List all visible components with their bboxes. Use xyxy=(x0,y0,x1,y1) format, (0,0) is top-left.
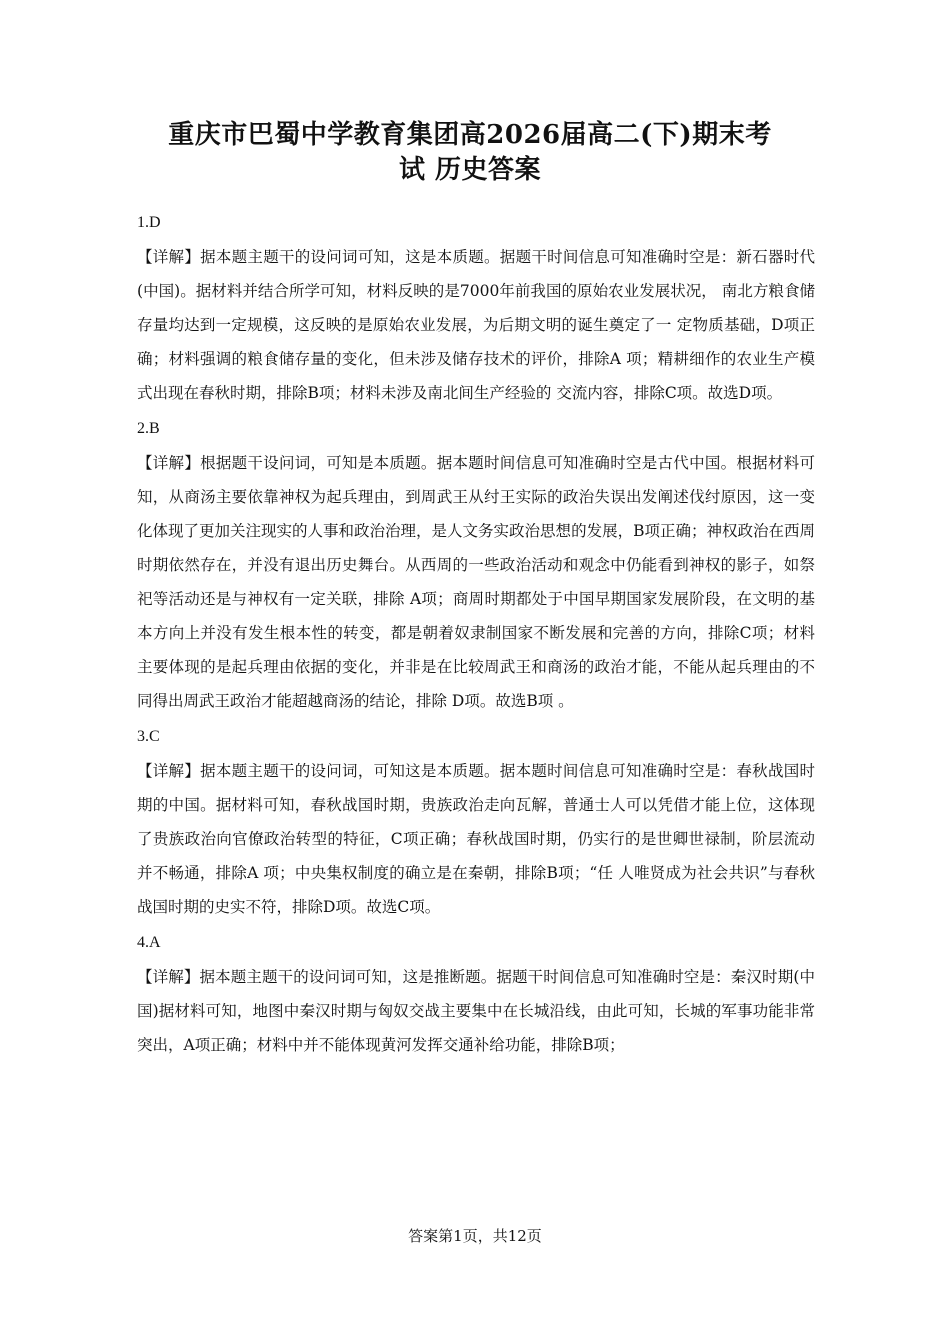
answer-item xyxy=(137,412,815,718)
answer-detail: 【详解】根据题干设问词，可知是本质题。据本题时间信息可知准确时空是古代中国。根据材料可知，从商汤主要依靠神权为起兵理由，到周武王从纣王实际的政治失误出发阐述伐纣原因，这一变化体现了更加关注现实的人事和政治治理，是人文务实政治思想的发展，B项正确；神权政治在西周时期依然存在，并没有退出历史舞台。从西周的一些政治活动和观念中仍能看到神权的影子，如祭祀等活动还是与神权有一定关联，排除 A项；商周时期都处于中国早期国家发展阶段，在文明的基本方向上并没有发生根本性的转变，都是朝着奴隶制国家不断发展和完善的方向，排除C项；材料主要体现的是起兵理由依据的变化，并非是在比较周武王和商汤的政治才能，不能从起兵理由的不同得出周武王政治才能超越商汤的结论，排除 D项。故选B项 。 xyxy=(137,454,815,710)
answer-number: 1.D xyxy=(137,214,161,231)
answer-detail: 【详解】据本题主题干的设问词，可知这是本质题。据本题时间信息可知准确时空是：春秋战国时期的中国。据材料可知，春秋战国时期，贵族政治走向瓦解，普通士人可以凭借才能上位，这体现了贵族政治向官僚政治转型的特征，C项正确；春秋战国时期，仍实行的是世卿世禄制，阶层流动并不畅通，排除A 项；中央集权制度的确立是在秦朝，排除B项；“任 人唯贤成为社会共识”与春秋战国时期的史实不符，排除D项。故选C项。 xyxy=(137,762,815,916)
answer-item xyxy=(137,926,815,1062)
answer-number: 4.A xyxy=(137,934,161,951)
answer-item xyxy=(137,206,815,410)
title-line-2: 试 历史答案 xyxy=(398,155,542,185)
document-title xyxy=(120,118,820,188)
answer-number: 2.B xyxy=(137,420,160,437)
answer-detail: 【详解】据本题主题干的设问词可知，这是本质题。据题干时间信息可知准确时空是：新石器时代(中国)。据材料并结合所学可知，材料反映的是7000年前我国的原始农业发展状况， 南北方粮食储存量均达到一定规模，这反映的是原始农业发展，为后期文明的诞生奠定了一 定物质基础，D项正确；材料强调的粮食储存量的变化，但未涉及储存技术的评价，排除A 项；精耕细作的农业生产模式出现在春秋时期，排除B项；材料未涉及南北间生产经验的 交流内容，排除C项。故选D项。 xyxy=(137,248,815,402)
page-footer: 答案第1页，共12页 xyxy=(408,1227,542,1245)
answer-number: 3.C xyxy=(137,728,160,745)
title-line-1: 重庆市巴蜀中学教育集团高2026届高二(下)期末考 xyxy=(168,120,772,150)
answer-item xyxy=(137,720,815,924)
answer-list xyxy=(137,206,815,1064)
answer-detail: 【详解】据本题主题干的设问词可知，这是推断题。据题干时间信息可知准确时空是：秦汉时期(中国)据材料可知，地图中秦汉时期与匈奴交战主要集中在长城沿线，由此可知，长城的军事功能非常突出，A项正确；材料中并不能体现黄河发挥交通补给功能，排除B项； xyxy=(137,968,815,1054)
